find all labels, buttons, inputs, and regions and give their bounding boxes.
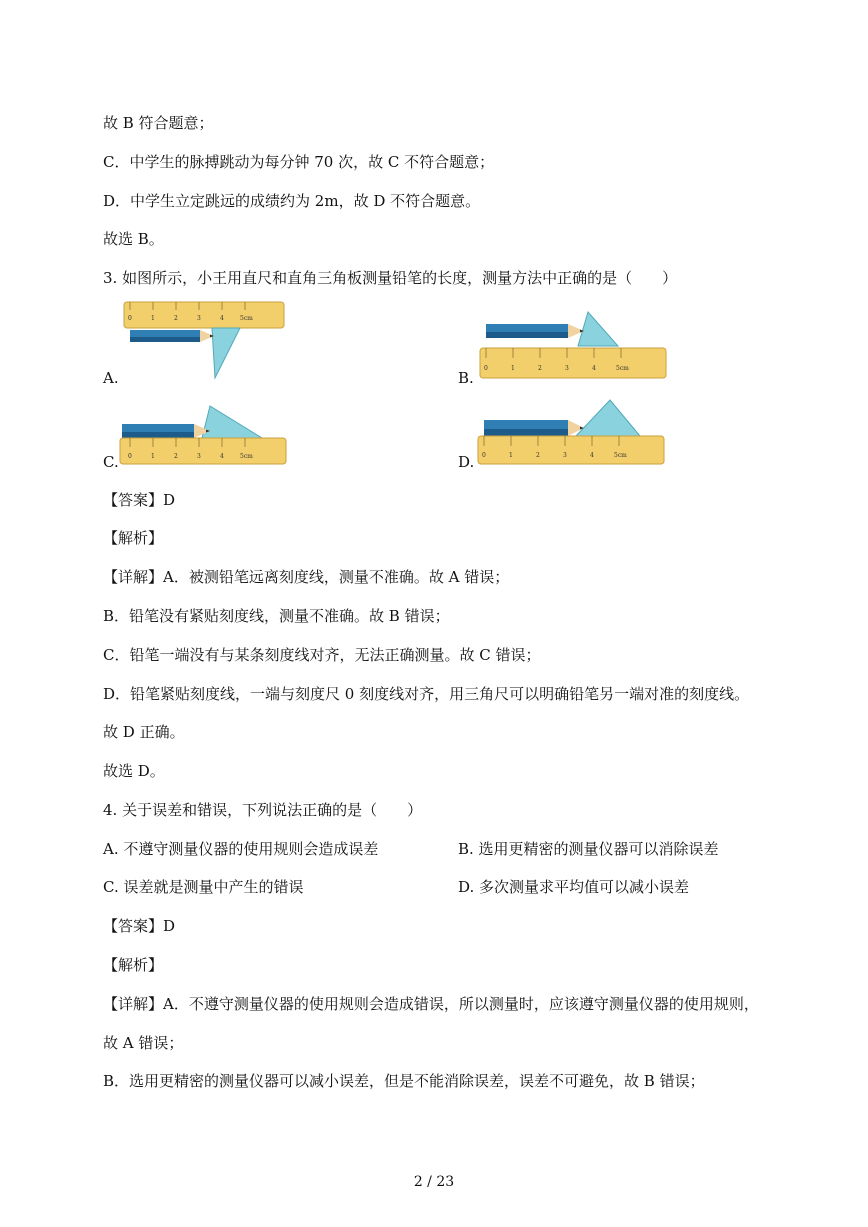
analysis-heading: 【解析】	[103, 956, 164, 974]
ruler-tick-0: 0	[482, 452, 486, 459]
ruler-tick-2: 2	[174, 453, 178, 460]
ruler-tick-1: 1	[511, 365, 515, 372]
ruler-tick-5cm: 5cm	[614, 452, 627, 459]
text-line: 故 B 符合题意；	[103, 114, 214, 132]
question-4: 4. 关于误差和错误，下列说法正确的是（ ）	[103, 801, 423, 819]
ruler-tick-5cm: 5cm	[240, 315, 253, 322]
ruler-tick-3: 3	[563, 452, 567, 459]
option-c-label: C.	[103, 453, 119, 471]
option-a-label: A.	[103, 369, 119, 387]
ruler-tick-3: 3	[197, 453, 201, 460]
ruler-tick-5cm: 5cm	[616, 365, 629, 372]
figure-option-a	[120, 298, 290, 380]
ruler-tick-0: 0	[128, 315, 132, 322]
option-b-label: B.	[458, 369, 474, 387]
ruler-tick-0: 0	[128, 453, 132, 460]
text-line: C．中学生的脉搏跳动为每分钟 70 次，故 C 不符合题意；	[103, 153, 495, 171]
ruler-tick-2: 2	[536, 452, 540, 459]
triangle-ruler	[212, 328, 240, 378]
ruler	[124, 302, 284, 328]
ruler-tick-4: 4	[592, 365, 596, 372]
ruler-tick-1: 1	[509, 452, 513, 459]
ruler-tick-4: 4	[590, 452, 594, 459]
text-line: 故 A 错误；	[103, 1034, 184, 1052]
analysis-heading: 【解析】	[103, 529, 164, 547]
text-line: 故选 D。	[103, 762, 165, 780]
option-4b: B. 选用更精密的测量仪器可以消除误差	[458, 840, 719, 858]
text-line: D．铅笔紧贴刻度线，一端与刻度尺 0 刻度线对齐，用三角尺可以明确铅笔另一端对准的刻度线。	[103, 685, 750, 703]
figure-option-b	[478, 306, 672, 382]
ruler	[478, 436, 664, 464]
ruler-tick-1: 1	[151, 453, 155, 460]
ruler-tick-3: 3	[565, 365, 569, 372]
answer-4: 【答案】D	[103, 917, 176, 935]
ruler	[120, 438, 286, 464]
option-d-label: D.	[458, 453, 475, 471]
text-line: C．铅笔一端没有与某条刻度线对齐，无法正确测量。故 C 错误；	[103, 646, 541, 664]
ruler-tick-0: 0	[484, 365, 488, 372]
text-line: 故选 B。	[103, 230, 164, 248]
text-line: B．铅笔没有紧贴刻度线，测量不准确。故 B 错误；	[103, 607, 450, 625]
ruler	[480, 348, 666, 378]
figure-option-d	[476, 396, 670, 468]
text-line: B．选用更精密的测量仪器可以减小误差，但是不能消除误差，误差不可避免，故 B 错误；	[103, 1072, 705, 1090]
answer-3: 【答案】D	[103, 491, 176, 509]
ruler-tick-5cm: 5cm	[240, 453, 253, 460]
ruler-tick-4: 4	[220, 453, 224, 460]
ruler-tick-4: 4	[220, 315, 224, 322]
option-4a: A. 不遵守测量仪器的使用规则会造成误差	[103, 840, 379, 858]
text-line: 【详解】A．不遵守测量仪器的使用规则会造成错误，所以测量时，应该遵守测量仪器的使用规则，	[103, 995, 759, 1013]
option-4d: D. 多次测量求平均值可以减小误差	[458, 878, 690, 896]
triangle-ruler	[202, 406, 262, 438]
triangle-ruler	[576, 400, 640, 436]
figure-option-c	[118, 402, 290, 466]
text-line: D．中学生立定跳远的成绩约为 2m，故 D 不符合题意。	[103, 192, 481, 210]
ruler-tick-1: 1	[151, 315, 155, 322]
text-line: 故 D 正确。	[103, 723, 185, 741]
page-number: 2 / 23	[413, 1174, 455, 1190]
ruler-tick-3: 3	[197, 315, 201, 322]
option-4c: C. 误差就是测量中产生的错误	[103, 878, 304, 896]
ruler-tick-2: 2	[538, 365, 542, 372]
triangle-ruler	[578, 312, 618, 346]
ruler-tick-2: 2	[174, 315, 178, 322]
question-3: 3. 如图所示，小王用直尺和直角三角板测量铅笔的长度，测量方法中正确的是（ ）	[103, 269, 678, 287]
text-line: 【详解】A．被测铅笔远离刻度线，测量不准确。故 A 错误；	[103, 568, 510, 586]
